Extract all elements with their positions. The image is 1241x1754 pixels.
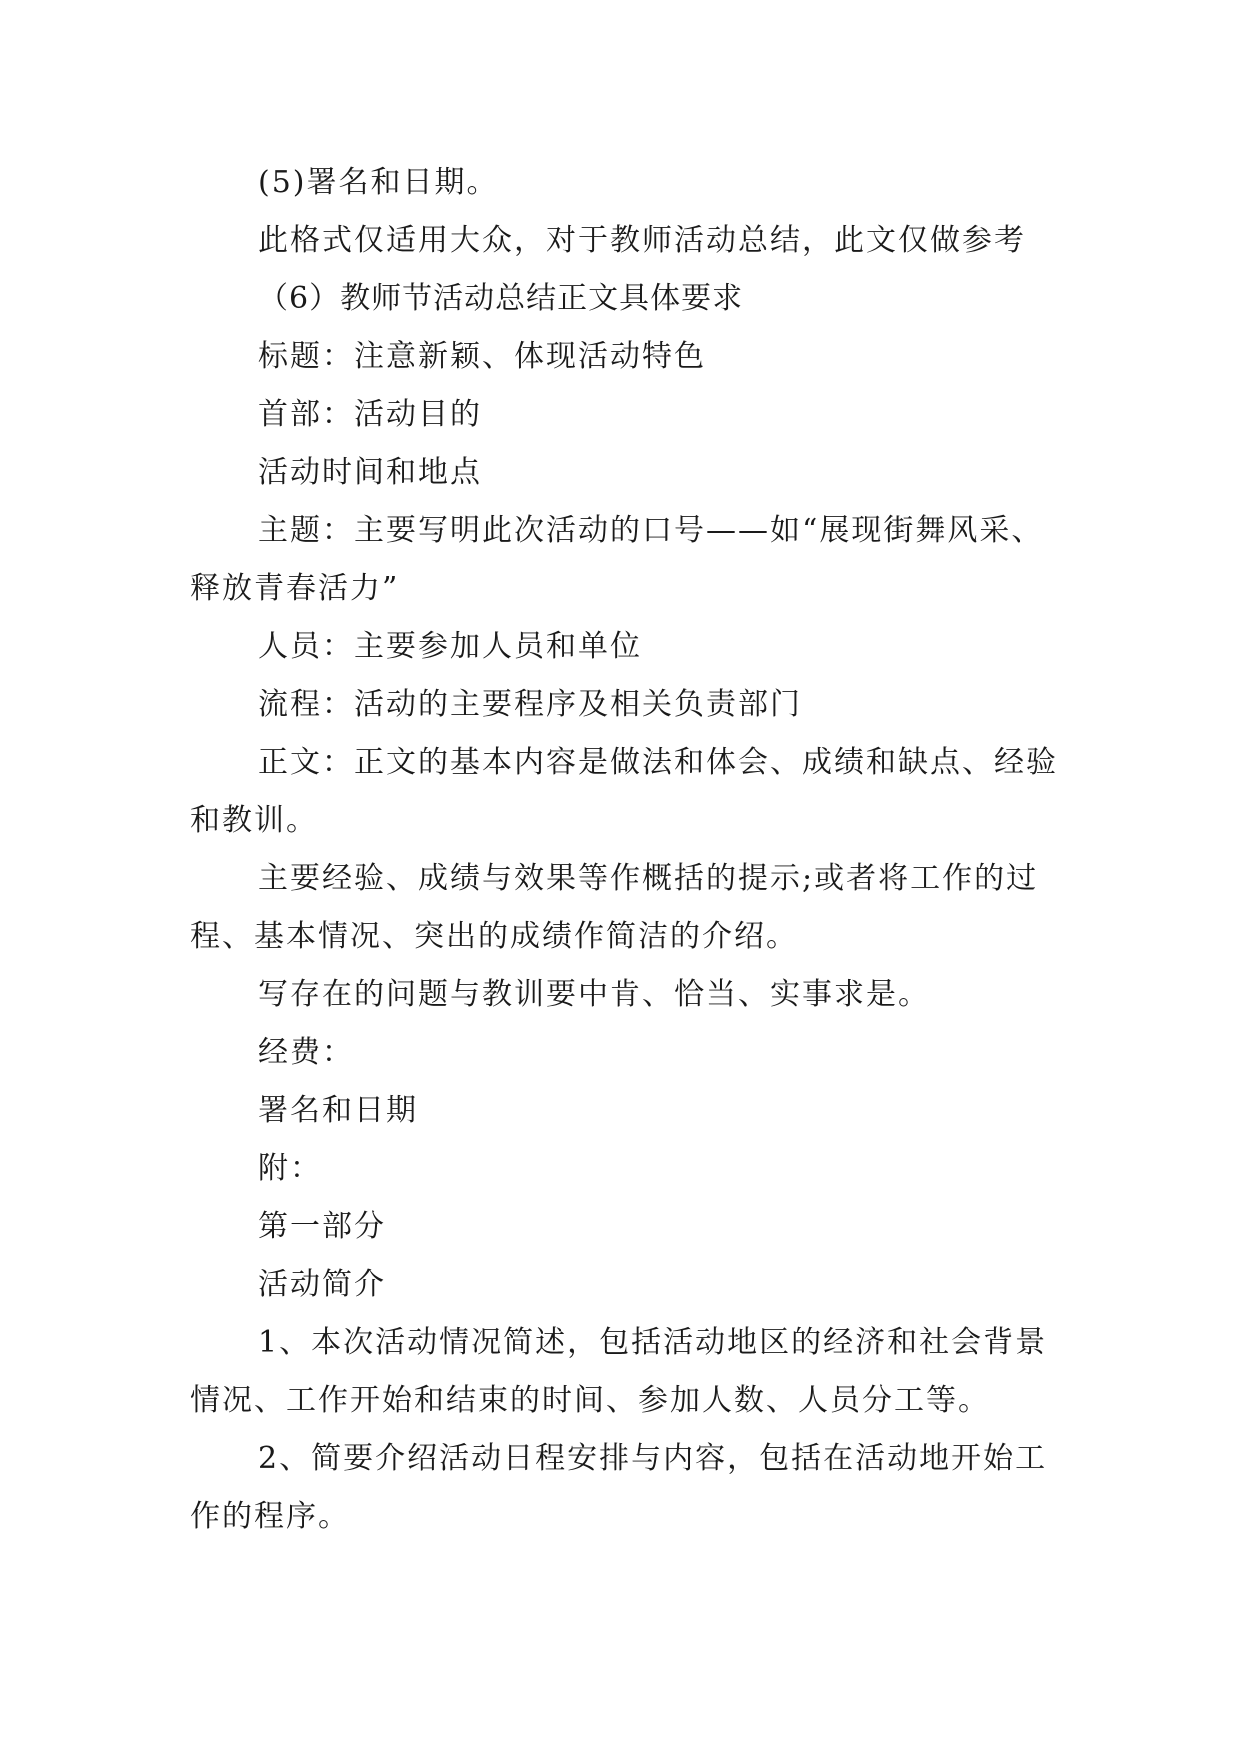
paragraph-signature-date-item: (5)署名和日期。 <box>258 165 499 200</box>
paragraph-activity-intro: 活动简介 <box>258 1267 386 1302</box>
paragraph-time-place: 活动时间和地点 <box>258 455 482 490</box>
paragraph-header-purpose: 首部：活动目的 <box>258 397 482 432</box>
paragraph-item-1: 1、本次活动情况简述，包括活动地区的经济和社会背景情况、工作开始和结束的时间、参加人数、人员分工等。 <box>190 1325 1048 1418</box>
paragraph-main-experience: 主要经验、成绩与效果等作概括的提示;或者将工作的过程、基本情况、突出的成绩作简洁的介绍。 <box>190 861 1039 954</box>
paragraph-item-2: 2、简要介绍活动日程安排与内容，包括在活动地开始工作的程序。 <box>190 1441 1048 1534</box>
paragraph-personnel: 人员：主要参加人员和单位 <box>258 629 642 664</box>
paragraph-part-one: 第一部分 <box>258 1209 386 1244</box>
paragraph-format-note: 此格式仅适用大众，对于教师活动总结，此文仅做参考 <box>258 223 1026 258</box>
paragraph-process: 流程：活动的主要程序及相关负责部门 <box>258 687 802 722</box>
paragraph-title-requirement: 标题：注意新颖、体现活动特色 <box>258 339 706 374</box>
paragraph-problems-lessons: 写存在的问题与教训要中肯、恰当、实事求是。 <box>258 977 930 1012</box>
paragraph-theme: 主题：主要写明此次活动的口号——如“展现街舞风采、释放青春活力” <box>190 513 1044 606</box>
paragraph-main-text: 正文：正文的基本内容是做法和体会、成绩和缺点、经验和教训。 <box>190 745 1058 838</box>
document-body <box>190 154 1070 1546</box>
paragraph-appendix: 附： <box>258 1151 322 1186</box>
paragraph-funding: 经费： <box>258 1035 354 1070</box>
paragraph-signature-date: 署名和日期 <box>258 1093 418 1128</box>
paragraph-section-6-heading: （6）教师节活动总结正文具体要求 <box>258 281 744 316</box>
